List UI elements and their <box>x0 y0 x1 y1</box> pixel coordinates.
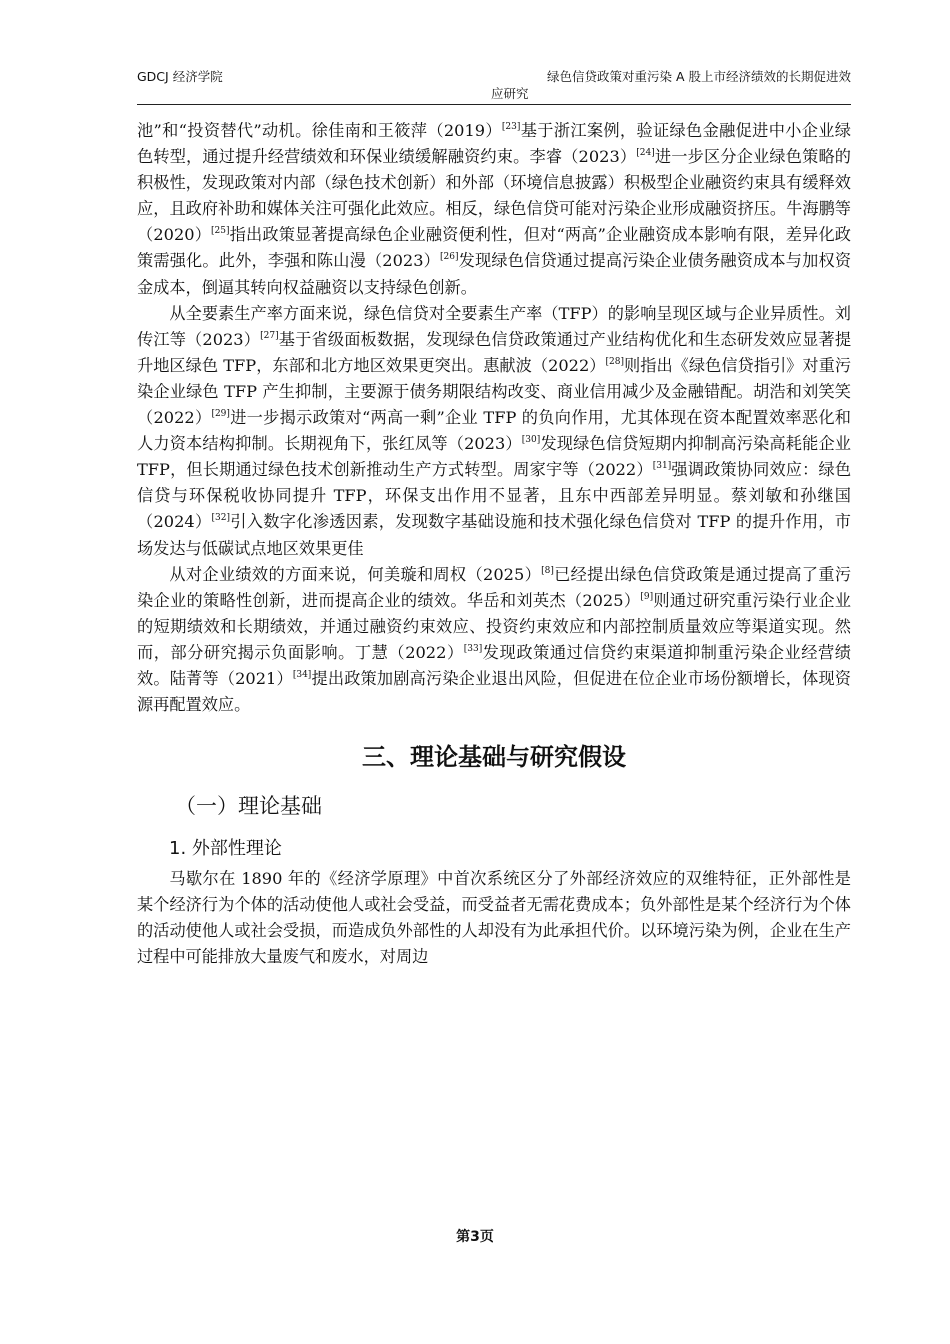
page-body <box>137 118 851 971</box>
header-title-line2: 应研究 <box>491 86 529 101</box>
header-paper-title <box>491 68 851 102</box>
citation: [9] <box>640 591 654 602</box>
paragraph-financing-constraints: 池”和“投资替代”动机。徐佳南和王筱萍（2019）[23]基于浙江案例，验证绿色金融促进中小企业绿色转型，通过提升经营绩效和环保业绩缓解融资约束。李睿（2023）[24]进一步区分企业绿色策略的积极性，发现政策对内部（绿色技术创新）和外部（环境信息披露）积极型企业融资约束具有缓释效应，且政府补助和媒体关注可强化此效应。相反，绿色信贷可能对污染企业形成融资挤压。牛海鹏等（2020）[25]指出政策显著提高绿色企业融资便利性，但对“两高”企业融资成本影响有限，差异化政策需强化。此外，李强和陈山漫（2023）[26]发现绿色信贷通过提高污染企业债务融资成本与加权资金成本，倒逼其转向权益融资以支持绿色创新。 <box>137 121 852 297</box>
citation: [33] <box>463 643 483 654</box>
citation: [32] <box>211 513 230 524</box>
subsection-title: （一）理论基础 <box>175 794 322 819</box>
header-title-line1: 绿色信贷政策对重污染 A 股上市经济绩效的长期促进效 <box>547 69 851 84</box>
citation: [34] <box>292 669 312 680</box>
citation: [30] <box>521 435 541 446</box>
citation: [28] <box>605 356 624 367</box>
subsubsection-title: 1. 外部性理论 <box>169 838 282 860</box>
citation: [27] <box>260 330 279 341</box>
section-title: 三、理论基础与研究假设 <box>362 743 626 772</box>
citation: [24] <box>636 148 655 159</box>
citation: [29] <box>211 409 230 420</box>
citation: [25] <box>211 226 230 237</box>
paragraph-firm-performance: 从对企业绩效的方面来说，何美璇和周权（2025）[8]已经提出绿色信贷政策是通过提高了重污染企业的策略性创新，进而提高企业的绩效。华岳和刘英杰（2025）[9]则通过研究重污染行业企业的短期绩效和长期绩效，并通过融资约束效应、投资约束效应和内部控制质量效应等渠道实现。然而，部分研究揭示负面影响。丁慧（2022）[33]发现政策通过信贷约束渠道抑制重污染企业经营绩效。陆菁等（2021）[34]提出政策加剧高污染企业退出风险，但促进在位企业市场份额增长，体现资源再配置效应。 <box>137 564 852 715</box>
paragraph-tfp: 从全要素生产率方面来说，绿色信贷对全要素生产率（TFP）的影响呈现区域与企业异质性。刘传江等（2023）[27]基于省级面板数据，发现绿色信贷政策通过产业结构优化和生态研发效应显著提升地区绿色 TFP，东部和北方地区效果更突出。惠献波（2022）[28]则指出《绿色信贷指引》对重污染企业绿色 TFP 产生抑制，主要源于债务期限结构改变、商业信用减少及金融错配。胡浩和刘笑笑（2022）[29]进一步揭示政策对“两高一剩”企业 TFP 的负向作用，尤其体现在资本配置效率恶化和人力资本结构抑制。长期视角下，张红凤等（2023）[30]发现绿色信贷短期内抑制高污染高耗能企业 TFP，但长期通过绿色技术创新推动生产方式转型。周家宇等（2022）[31]强调政策协同效应：绿色信贷与环保税收协同提升 TFP，环保支出作用不显著，且东中西部差异明显。蔡刘敏和孙继国（2024）[32]引入数字化渗透因素，发现数字基础设施和技术强化绿色信贷对 TFP 的提升作用，市场发达与低碳试点地区效果更佳 <box>137 303 852 558</box>
header-institution: GDCJ 经济学院 <box>137 69 223 84</box>
citation: [31] <box>652 461 672 472</box>
citation: [26] <box>440 252 459 263</box>
citation: [23] <box>501 122 521 132</box>
paragraph-externality: 马歇尔在 1890 年的《经济学原理》中首次系统区分了外部经济效应的双维特征，正外部性是某个经济行为个体的活动使他人或社会受益，而受益者无需花费成本；负外部性是某个经济行为个体的活动使他人或社会受损，而造成负外部性的人却没有为此承担代价。以环境污染为例，企业在生产过程中可能排放大量废气和废水，对周边 <box>137 869 851 967</box>
page-number: 第3页 <box>456 1229 494 1245</box>
citation: [8] <box>541 565 554 576</box>
page-header <box>137 66 851 105</box>
